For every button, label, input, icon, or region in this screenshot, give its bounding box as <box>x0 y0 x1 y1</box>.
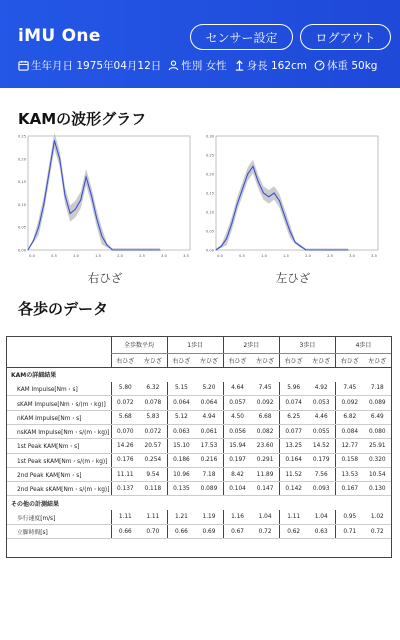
table-corner-cell <box>7 353 111 367</box>
table-cell: 14.26 <box>111 439 139 453</box>
table-cell: 0.064 <box>167 396 195 410</box>
sub-header: 左ひざ <box>139 353 167 367</box>
profile-gender <box>168 58 226 73</box>
table-cell: 0.70 <box>139 525 167 539</box>
data-point <box>289 231 290 232</box>
table-row <box>7 467 391 481</box>
data-point <box>54 140 55 141</box>
table-cell: 0.056 <box>223 424 251 438</box>
table-cell: 1.11 <box>111 510 139 524</box>
table-sub-header-row <box>7 353 391 367</box>
table-cell: 11.89 <box>251 467 279 481</box>
left-knee-chart-svg <box>202 130 384 266</box>
x-tick-label: 0.5 <box>51 254 57 258</box>
row-label: 2nd Peak sKAM[Nm・s/(m・kg)] <box>7 482 111 496</box>
kam-group-row <box>7 367 391 381</box>
table-cell: 0.62 <box>279 525 307 539</box>
table-cell: 0.147 <box>251 482 279 496</box>
other-group-row-label: その他の計測結果 <box>11 500 60 508</box>
table-cell: 1.16 <box>223 510 251 524</box>
x-tick-label: 2.5 <box>327 254 333 258</box>
data-point <box>59 158 60 159</box>
sub-header: 右ひざ <box>336 353 364 367</box>
std-band <box>28 132 160 250</box>
data-point <box>128 250 129 251</box>
table-cell: 1.04 <box>251 510 279 524</box>
row-label: 1st Peak KAM[Nm・s] <box>7 439 111 453</box>
table-cell: 0.055 <box>307 424 335 438</box>
weight-text: 体重 50kg <box>327 60 378 72</box>
data-point <box>43 204 44 205</box>
table-cell: 6.25 <box>279 410 307 424</box>
data-point <box>311 250 312 251</box>
table-cell: 0.176 <box>111 453 139 467</box>
table-cell: 0.078 <box>139 396 167 410</box>
table-cell: 7.18 <box>195 467 223 481</box>
x-tick-label: 2.0 <box>117 254 123 258</box>
y-tick-label: 0.15 <box>205 191 214 196</box>
table-cell: 0.118 <box>139 482 167 496</box>
other-group-row <box>7 496 391 510</box>
std-band <box>216 160 348 250</box>
table-cell: 0.254 <box>139 453 167 467</box>
table-row <box>7 424 391 438</box>
x-tick-label: 1.0 <box>73 254 79 258</box>
person-icon <box>168 60 179 71</box>
x-tick-label: 3.5 <box>371 254 377 258</box>
table-cell: 0.064 <box>195 396 223 410</box>
table-cell: 0.093 <box>307 482 335 496</box>
table-cell: 13.25 <box>279 439 307 453</box>
table-cell: 6.32 <box>139 382 167 396</box>
x-tick-label: 1.5 <box>283 254 289 258</box>
x-tick-label: 2.0 <box>305 254 311 258</box>
table-row <box>7 382 391 396</box>
table-cell: 25.91 <box>364 439 391 453</box>
table-cell: 11.52 <box>279 467 307 481</box>
data-point <box>258 181 259 182</box>
table-cell: 1.21 <box>167 510 195 524</box>
data-point <box>279 200 280 201</box>
table-cell: 7.56 <box>307 467 335 481</box>
x-tick-label: 0.0 <box>29 254 35 258</box>
table-cell: 0.95 <box>336 510 364 524</box>
steps-table <box>7 337 391 539</box>
table-row <box>7 439 391 453</box>
table-cell: 1.19 <box>195 510 223 524</box>
table-cell: 0.104 <box>223 482 251 496</box>
table-cell: 7.45 <box>336 382 364 396</box>
table-cell: 0.71 <box>336 525 364 539</box>
data-point <box>160 250 161 251</box>
data-point <box>117 250 118 251</box>
app-title: iMU One <box>18 26 101 46</box>
data-point <box>300 246 301 247</box>
sub-header: 左ひざ <box>251 353 279 367</box>
table-row <box>7 453 391 467</box>
kam-group-row-label: KAMの詳細結果 <box>11 372 57 380</box>
data-point <box>268 196 269 197</box>
table-cell: 0.320 <box>364 453 391 467</box>
data-point <box>133 250 134 251</box>
table-cell: 0.061 <box>195 424 223 438</box>
sub-header: 左ひざ <box>195 353 223 367</box>
data-point <box>226 238 227 239</box>
table-cell: 0.69 <box>195 525 223 539</box>
y-tick-label: 0.10 <box>205 210 214 215</box>
y-tick-label: 0.25 <box>205 153 214 158</box>
data-point <box>316 250 317 251</box>
y-tick-label: 0.05 <box>17 225 26 230</box>
data-point <box>305 250 306 251</box>
scale-icon <box>314 60 325 71</box>
table-cell: 8.42 <box>223 467 251 481</box>
gender-text: 性別 女性 <box>181 60 227 72</box>
table-cell: 1.11 <box>139 510 167 524</box>
table-cell: 0.057 <box>223 396 251 410</box>
right-knee-chart <box>14 130 196 266</box>
table-cell: 23.60 <box>251 439 279 453</box>
table-cell: 10.96 <box>167 467 195 481</box>
table-cell: 5.83 <box>139 410 167 424</box>
height-text: 身長 162cm <box>246 60 308 72</box>
table-cell: 6.68 <box>251 410 279 424</box>
data-point <box>38 227 39 228</box>
sub-header: 右ひざ <box>111 353 139 367</box>
table-cell: 13.53 <box>336 467 364 481</box>
table-cell: 5.15 <box>167 382 195 396</box>
table-cell: 0.063 <box>167 424 195 438</box>
table-cell: 0.158 <box>336 453 364 467</box>
y-tick-label: 0.00 <box>205 248 214 253</box>
profile-height <box>234 58 307 73</box>
height-icon <box>234 60 245 71</box>
sub-header: 右ひざ <box>279 353 307 367</box>
table-cell: 4.94 <box>195 410 223 424</box>
table-cell: 5.12 <box>167 410 195 424</box>
table-cell: 5.80 <box>111 382 139 396</box>
profile-birthday <box>18 58 161 73</box>
sub-header: 右ひざ <box>223 353 251 367</box>
table-cell: 5.20 <box>195 382 223 396</box>
data-point <box>49 172 50 173</box>
table-cell: 14.52 <box>307 439 335 453</box>
table-cell: 0.167 <box>336 482 364 496</box>
data-point <box>75 208 76 209</box>
data-point <box>80 199 81 200</box>
table-cell: 0.089 <box>364 396 391 410</box>
table-cell: 0.084 <box>336 424 364 438</box>
data-point <box>326 250 327 251</box>
data-point <box>342 250 343 251</box>
table-cell: 0.197 <box>223 453 251 467</box>
x-tick-label: 1.5 <box>95 254 101 258</box>
table-cell: 0.72 <box>364 525 391 539</box>
table-cell: 0.137 <box>111 482 139 496</box>
row-label: 2nd Peak KAM[Nm・s] <box>7 467 111 481</box>
sub-header: 左ひざ <box>364 353 391 367</box>
table-cell: 0.66 <box>111 525 139 539</box>
table-cell: 0.63 <box>307 525 335 539</box>
data-point <box>154 250 155 251</box>
row-label: sKAM Impulse[Nm・s/(m・kg)] <box>7 396 111 410</box>
data-point <box>242 189 243 190</box>
x-tick-label: 2.5 <box>139 254 145 258</box>
y-tick-label: 0.20 <box>205 172 214 177</box>
data-point <box>112 250 113 251</box>
table-cell: 15.10 <box>167 439 195 453</box>
table-cell: 12.77 <box>336 439 364 453</box>
table-row <box>7 525 391 539</box>
sensor-settings-button[interactable]: センサー設定 <box>190 24 293 50</box>
table-row <box>7 510 391 524</box>
table-cell: 20.57 <box>139 439 167 453</box>
table-row <box>7 410 391 424</box>
data-point <box>295 242 296 243</box>
steps-section-title: 各歩のデータ <box>18 300 109 318</box>
table-cell: 0.092 <box>251 396 279 410</box>
table-cell: 4.46 <box>307 410 335 424</box>
y-tick-label: 0.00 <box>17 248 26 253</box>
table-cell: 7.18 <box>364 382 391 396</box>
profile-weight <box>314 58 377 73</box>
table-cell: 0.66 <box>167 525 195 539</box>
data-point <box>101 236 102 237</box>
x-tick-label: 0.0 <box>217 254 223 258</box>
kam-section-title: KAMの波形グラフ <box>18 110 147 128</box>
y-tick-label: 0.30 <box>205 134 214 139</box>
table-cell: 0.080 <box>364 424 391 438</box>
data-point <box>64 195 65 196</box>
table-cell: 0.089 <box>195 482 223 496</box>
row-label: nsKAM Impulse[Nm・s/(m・kg)] <box>7 424 111 438</box>
data-point <box>274 193 275 194</box>
data-point <box>321 250 322 251</box>
data-point <box>28 250 29 251</box>
data-point <box>252 166 253 167</box>
x-tick-label: 0.5 <box>239 254 245 258</box>
table-corner-cell <box>7 337 111 353</box>
birthday-text: 生年月日 1975年04月12日 <box>31 60 162 72</box>
y-tick-label: 0.20 <box>17 157 26 162</box>
row-label: 1st Peak sKAM[Nm・s/(m・kg)] <box>7 453 111 467</box>
data-point <box>91 195 92 196</box>
table-cell: 0.072 <box>139 424 167 438</box>
table-cell: 0.135 <box>167 482 195 496</box>
data-point <box>348 250 349 251</box>
group-header: 2歩目 <box>223 337 279 353</box>
logout-button[interactable]: ログアウト <box>300 24 391 50</box>
table-cell: 0.130 <box>364 482 391 496</box>
y-tick-label: 0.10 <box>17 202 26 207</box>
group-header: 3歩目 <box>279 337 335 353</box>
app-header <box>0 0 400 88</box>
data-point <box>284 215 285 216</box>
table-cell: 10.54 <box>364 467 391 481</box>
data-point <box>86 177 87 178</box>
data-point <box>221 246 222 247</box>
table-row <box>7 482 391 496</box>
right-knee-chart-svg <box>14 130 196 266</box>
data-point <box>96 218 97 219</box>
table-cell: 4.50 <box>223 410 251 424</box>
table-cell: 5.96 <box>279 382 307 396</box>
data-point <box>247 174 248 175</box>
table-cell: 0.082 <box>251 424 279 438</box>
table-cell: 0.070 <box>111 424 139 438</box>
table-row <box>7 396 391 410</box>
steps-data-table <box>6 336 392 558</box>
table-cell: 9.54 <box>139 467 167 481</box>
left-knee-chart <box>202 130 384 266</box>
table-cell: 1.11 <box>279 510 307 524</box>
data-point <box>237 204 238 205</box>
right-knee-caption: 右ひざ <box>87 271 123 285</box>
table-cell: 5.68 <box>111 410 139 424</box>
row-label: 立脚時間[s] <box>7 525 111 539</box>
table-cell: 7.45 <box>251 382 279 396</box>
x-tick-label: 3.0 <box>349 254 355 258</box>
table-cell: 0.186 <box>167 453 195 467</box>
table-cell: 0.179 <box>307 453 335 467</box>
sub-header: 右ひざ <box>167 353 195 367</box>
y-tick-label: 0.25 <box>17 134 26 139</box>
data-point <box>332 250 333 251</box>
table-cell: 4.92 <box>307 382 335 396</box>
row-label: nKAM Impulse[Nm・s] <box>7 410 111 424</box>
group-header: 1歩目 <box>167 337 223 353</box>
table-cell: 6.82 <box>336 410 364 424</box>
x-tick-label: 3.5 <box>183 254 189 258</box>
table-cell: 0.291 <box>251 453 279 467</box>
data-point <box>231 223 232 224</box>
table-cell: 15.94 <box>223 439 251 453</box>
data-point <box>216 250 217 251</box>
x-tick-label: 3.0 <box>161 254 167 258</box>
table-cell: 0.72 <box>251 525 279 539</box>
kam-line <box>28 141 160 250</box>
table-cell: 0.67 <box>223 525 251 539</box>
table-cell: 0.053 <box>307 396 335 410</box>
table-cell: 6.49 <box>364 410 391 424</box>
group-header: 4歩目 <box>336 337 392 353</box>
table-cell: 0.216 <box>195 453 223 467</box>
table-cell: 17.53 <box>195 439 223 453</box>
table-cell: 0.142 <box>279 482 307 496</box>
data-point <box>263 193 264 194</box>
row-label: KAM Impulse[Nm・s] <box>7 382 111 396</box>
row-label: 歩行速度[m/s] <box>7 510 111 524</box>
data-point <box>138 250 139 251</box>
table-cell: 0.077 <box>279 424 307 438</box>
left-knee-caption: 左ひざ <box>275 271 311 285</box>
data-point <box>107 245 108 246</box>
data-point <box>144 250 145 251</box>
group-header: 全歩数平均 <box>111 337 167 353</box>
calendar-icon <box>18 60 29 71</box>
table-cell: 0.092 <box>336 396 364 410</box>
sub-header: 左ひざ <box>307 353 335 367</box>
y-tick-label: 0.05 <box>205 229 214 234</box>
table-cell: 1.02 <box>364 510 391 524</box>
table-cell: 11.11 <box>111 467 139 481</box>
x-tick-label: 1.0 <box>261 254 267 258</box>
profile-info <box>18 58 384 73</box>
y-tick-label: 0.15 <box>17 180 26 185</box>
data-point <box>149 250 150 251</box>
data-point <box>123 250 124 251</box>
data-point <box>70 213 71 214</box>
table-cell: 0.074 <box>279 396 307 410</box>
table-cell: 0.164 <box>279 453 307 467</box>
data-point <box>337 250 338 251</box>
data-point <box>33 240 34 241</box>
kam-line <box>216 166 348 250</box>
table-cell: 0.072 <box>111 396 139 410</box>
table-cell: 4.64 <box>223 382 251 396</box>
table-cell: 1.04 <box>307 510 335 524</box>
table-group-header-row <box>7 337 391 353</box>
